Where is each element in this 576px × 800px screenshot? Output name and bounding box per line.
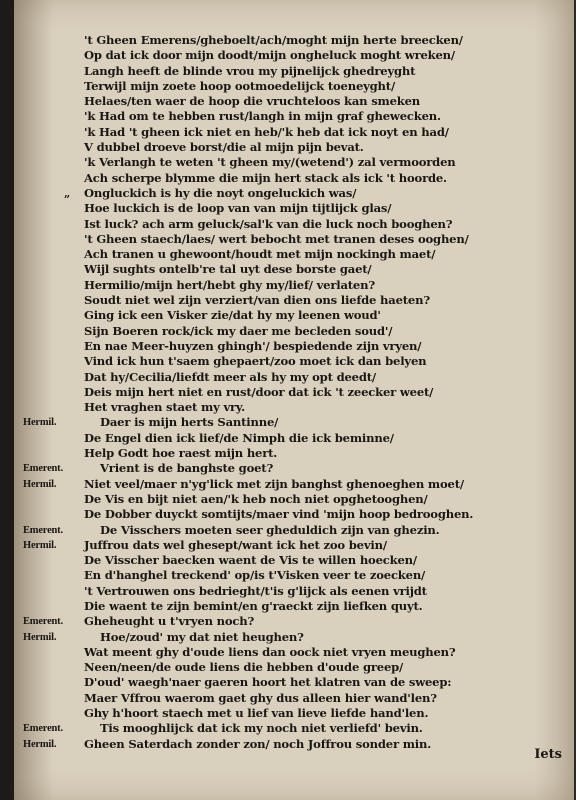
verse-line [23, 736, 564, 752]
verse-text: De Visschers moeten seer gheduldich zijn van ghezin. [100, 522, 440, 537]
verse-line [84, 324, 564, 339]
verse-line [84, 278, 564, 293]
verse-line [84, 308, 564, 323]
verse-line [64, 185, 564, 201]
verse-line [23, 476, 564, 492]
verse-text: En d'hanghel treckend' op/is t'Visken veer te zoecken/ [84, 568, 426, 583]
verse-text: Maer Vffrou waerom gaet ghy dus alleen hier wand'len? [84, 690, 437, 705]
verse-block [23, 33, 564, 752]
verse-line [23, 614, 564, 629]
speaker-label: Hermil. [23, 539, 57, 551]
verse-line [84, 385, 564, 400]
verse-text: Die waent te zijn bemint/en g'raeckt zijn liefken quyt. [84, 598, 423, 613]
speaker-label: Emerent. [23, 463, 63, 475]
verse-text: Help Godt hoe raest mijn hert. [84, 446, 278, 461]
speaker-label: Hermil. [23, 478, 57, 490]
verse-line [23, 461, 564, 476]
verse-line [84, 64, 564, 79]
speaker-label: Hermil. [23, 417, 57, 429]
book-page [14, 0, 574, 800]
verse-line [23, 537, 564, 553]
verse-line [84, 645, 564, 660]
verse-line [84, 109, 564, 124]
verse-line [84, 431, 564, 446]
verse-line [23, 415, 564, 430]
verse-line [23, 721, 564, 736]
verse-text: De Vis en bijt niet aen/'k heb noch niet opghetooghen/ [84, 491, 428, 506]
speaker-label: Emerent. [23, 723, 63, 735]
verse-text: En nae Meer-huyzen ghingh'/ bespiedende zijn vryen/ [84, 338, 422, 353]
catchword: Iets [534, 747, 562, 762]
book-gutter [0, 0, 14, 800]
verse-text: De Dobber duyckt somtijts/maer vind 'mijn hoop bedrooghen. [84, 507, 474, 522]
quotation-marker: „ [64, 186, 71, 200]
speaker-label: Emerent. [23, 616, 63, 628]
verse-line [84, 140, 564, 155]
verse-text: Vind ick hun t'saem ghepaert/zoo moet ick dan belyen [84, 354, 427, 369]
verse-text: Het vraghen staet my vry. [84, 400, 245, 415]
verse-line [84, 262, 564, 277]
verse-text: 'k Had om te hebben rust/langh in mijn graf ghewecken. [84, 109, 441, 124]
verse-text: Sijn Boeren rock/ick my daer me becleden soud'/ [84, 323, 393, 338]
verse-text: Juffrou dats wel ghesept/want ick het zoo bevin/ [84, 537, 387, 552]
verse-text: Wijl sughts ontelb're tal uyt dese borste gaet/ [84, 262, 372, 277]
speaker-label: Emerent. [23, 524, 63, 536]
verse-text: Ging ick een Visker zie/dat hy my leenen woud' [84, 308, 381, 323]
verse-line [23, 522, 564, 538]
verse-line [84, 507, 564, 522]
verse-line [84, 568, 564, 583]
verse-text: Hermilio/mijn hert/hebt ghy my/lief/ verlaten? [84, 277, 375, 292]
verse-line [84, 370, 564, 385]
verse-line [84, 48, 564, 63]
verse-text: D'oud' waegh'naer gaeren hoort het klatren van de sweep: [84, 675, 452, 690]
verse-text: De Engel dien ick lief/de Nimph die ick beminne/ [84, 430, 394, 445]
verse-line [84, 339, 564, 354]
verse-line [84, 33, 564, 48]
verse-line [84, 247, 564, 262]
verse-line [84, 125, 564, 140]
verse-text: 't Gheen Emerens/gheboelt/ach/moght mijn herte breecken/ [84, 33, 463, 47]
verse-line [84, 354, 564, 369]
verse-text: Daer is mijn herts Santinne/ [100, 415, 279, 430]
verse-line [84, 584, 564, 599]
verse-text: Gheen Saterdach zonder zon/ noch Joffrou sonder min. [84, 736, 432, 751]
verse-text: Ach scherpe blymme die mijn hert stack als ick 't hoorde. [84, 170, 447, 185]
verse-line [84, 706, 564, 721]
verse-line [84, 660, 564, 675]
verse-line [84, 171, 564, 186]
verse-text: 'k Verlangh te weten 't gheen my/(wetend') zal vermoorden [84, 155, 456, 170]
verse-line [23, 629, 564, 645]
verse-text: Vrient is de banghste goet? [100, 461, 274, 476]
verse-text: Ach tranen u ghewoont/houdt met mijn nockingh maet/ [84, 247, 436, 262]
verse-text: 't Vertrouwen ons bedrieght/t'is g'lijck als eenen vrijdt [84, 583, 427, 598]
verse-text: 't Gheen staech/laes/ wert bebocht met tranen deses ooghen/ [84, 231, 469, 246]
verse-text: Hoe/zoud' my dat niet heughen? [100, 629, 304, 644]
verse-line [84, 217, 564, 232]
verse-line [84, 293, 564, 308]
verse-line [84, 201, 564, 216]
verse-line [84, 79, 564, 94]
verse-text: V dubbel droeve borst/die al mijn pijn bevat. [84, 140, 364, 155]
verse-line [84, 94, 564, 109]
verse-text: Op dat ick door mijn doodt/mijn ongheluck moght wreken/ [84, 48, 455, 63]
verse-line [84, 155, 564, 170]
verse-line [84, 675, 564, 690]
verse-text: Ist luck? ach arm geluck/sal'k van die luck noch booghen? [84, 216, 453, 231]
verse-text: Deis mijn hert niet en rust/door dat ick 't zeecker weet/ [84, 384, 434, 399]
verse-text: Ghy h'hoort staech met u lief van lieve liefde hand'len. [84, 706, 429, 721]
verse-line [84, 232, 564, 247]
verse-line [84, 446, 564, 461]
verse-text: De Visscher baecken waent de Vis te willen hoecken/ [84, 553, 417, 568]
verse-line [84, 492, 564, 507]
verse-line [84, 553, 564, 568]
verse-text: Neen/neen/de oude liens die hebben d'oude greep/ [84, 660, 404, 675]
verse-text: Terwijl mijn zoete hoop ootmoedelijck toeneyght/ [84, 78, 395, 93]
verse-text: Gheheught u t'vryen noch? [84, 614, 255, 629]
verse-text: Niet veel/maer n'yg'lick met zijn banghst ghenoeghen moet/ [84, 476, 464, 491]
verse-line [84, 691, 564, 706]
verse-text: Soudt niet wel zijn verziert/van dien ons liefde haeten? [84, 293, 430, 308]
verse-text: Hoe luckich is de loop van van mijn tijtlijck glas/ [84, 201, 392, 216]
verse-line [84, 599, 564, 614]
verse-text: Helaes/ten waer de hoop die vruchteloos kan smeken [84, 94, 421, 109]
verse-text: Wat meent ghy d'oude liens dan oock niet vryen meughen? [84, 644, 456, 659]
verse-line [84, 400, 564, 415]
speaker-label: Hermil. [23, 738, 57, 750]
verse-text: Dat hy/Cecilia/liefdt meer als hy my opt deedt/ [84, 369, 376, 384]
verse-text: Ongluckich is hy die noyt ongeluckich was/ [84, 185, 357, 200]
speaker-label: Hermil. [23, 631, 57, 643]
verse-text: 'k Had 't gheen ick niet en heb/'k heb dat ick noyt en had/ [84, 124, 449, 139]
verse-text: Langh heeft de blinde vrou my pijnelijck ghedreyght [84, 63, 416, 78]
verse-text: Tis mooghlijck dat ick my noch niet verliefd' bevin. [100, 721, 423, 736]
